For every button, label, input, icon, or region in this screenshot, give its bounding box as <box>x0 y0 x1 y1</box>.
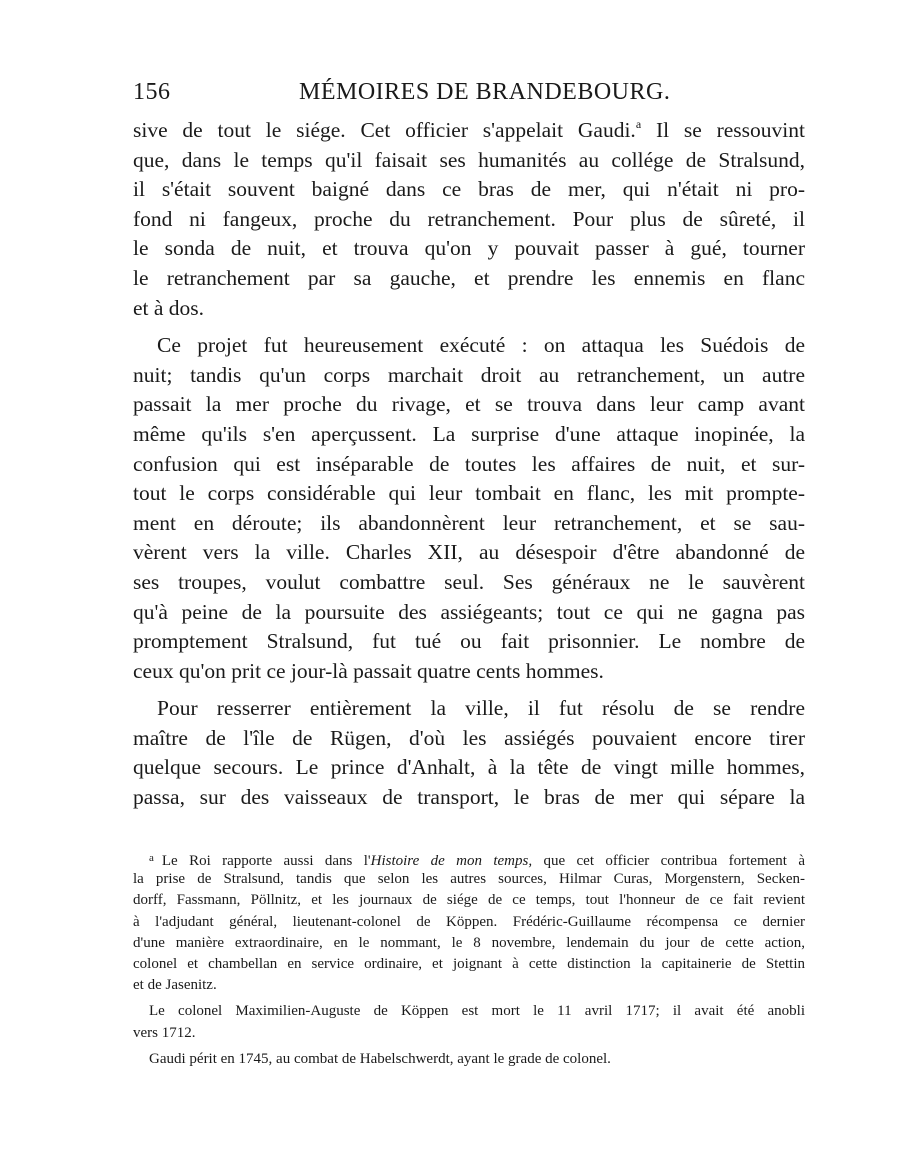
text-line: passa, sur des vaisseaux de transport, le bras de mer qui sépare la <box>133 785 805 810</box>
footnote-line: d'une manière extraordinaire, en le nommant, le 8 novembre, lendemain du jour de cette action, <box>133 934 805 951</box>
footnote-line: $^a$ Le Roi rapporte aussi dans l'Histoire de mon temps, que cet officier contribua fortement à <box>149 852 805 869</box>
page-header <box>133 76 805 108</box>
footnote-reference[interactable]: a <box>635 117 642 131</box>
text-line: tout le corps considérable qui leur tombait en flanc, les mit prompte- <box>133 481 805 506</box>
footnote-line: vers 1712. <box>133 1024 196 1041</box>
text-line: quelque secours. Le prince d'Anhalt, à la tête de vingt mille hommes, <box>133 755 805 780</box>
footnote-line: à l'adjudant général, lieutenant-colonel de Köppen. Frédéric-Guillaume récompensa ce dernier <box>133 913 805 930</box>
text-line: Pour resserrer entièrement la ville, il fut résolu de se rendre <box>157 696 805 721</box>
text-line: et à dos. <box>133 295 205 320</box>
text-line: passait la mer proche du rivage, et se trouva dans leur camp avant <box>133 392 805 417</box>
text-line: il s'était souvent baigné dans ce bras de mer, qui n'était ni pro- <box>133 177 805 202</box>
footnote-line: colonel et chambellan en service ordinaire, et joignant à cette distinction la capitainerie de Stettin <box>133 955 805 972</box>
text-line: qu'à peine de la poursuite des assiégeants; tout ce qui ne gagna pas <box>133 599 805 624</box>
text-line: vèrent vers la ville. Charles XII, au désespoir d'être abandonné de <box>133 540 805 565</box>
text-line: promptement Stralsund, fut tué ou fait prisonnier. Le nombre de <box>133 629 805 654</box>
main-text <box>133 116 805 813</box>
footnote-marker: a <box>149 852 154 864</box>
footnotes <box>133 848 805 1070</box>
text-line: nuit; tandis qu'un corps marchait droit au retranchement, un autre <box>133 362 805 387</box>
running-title: MÉMOIRES DE BRANDEBOURG. <box>299 79 671 105</box>
text-line: fond ni fangeux, proche du retranchement. Pour plus de sûreté, il <box>133 206 805 231</box>
text-line: ment en déroute; ils abandonnèrent leur retranchement, et se sau- <box>133 510 805 535</box>
footnote-line: dorff, Fassmann, Pöllnitz, et les journaux de siége de ce temps, tout l'honneur de ce fait revient <box>133 892 805 909</box>
text-line: même qu'ils s'en aperçussent. La surprise d'une attaque inopinée, la <box>133 421 805 446</box>
text-line: ses troupes, voulut combattre seul. Ses généraux ne le sauvèrent <box>133 569 805 594</box>
text-line: confusion qui est inséparable de toutes les affaires de nuit, et sur- <box>133 451 805 476</box>
footnote-line: Gaudi périt en 1745, au combat de Habelschwerdt, ayant le grade de colonel. <box>149 1050 611 1067</box>
footnote-line: la prise de Stralsund, tandis que selon les autres sources, Hilmar Curas, Morgenstern, Secken- <box>133 871 805 888</box>
text-line: le retranchement par sa gauche, et prendre les ennemis en flanc <box>133 265 805 290</box>
text-line: sive de tout le siége. Cet officier s'appelait Gaudi.$^a$ Il se ressouvint <box>133 117 805 142</box>
book-title: Histoire de mon temps, <box>370 853 533 869</box>
text-line: que, dans le temps qu'il faisait ses humanités au collége de Stralsund, <box>133 147 805 172</box>
footnote-line: et de Jasenitz. <box>133 977 217 994</box>
text-line: ceux qu'on prit ce jour-là passait quatre cents hommes. <box>133 658 604 683</box>
page-number: 156 <box>133 79 171 105</box>
footnote-line: Le colonel Maximilien-Auguste de Köppen est mort le 11 avril 1717; il avait été anobli <box>149 1003 805 1020</box>
text-line: maître de l'île de Rügen, d'où les assiégés pouvaient encore tirer <box>133 725 805 750</box>
text-line: le sonda de nuit, et trouva qu'on y pouvait passer à gué, tourner <box>133 236 805 261</box>
text-line: Ce projet fut heureusement exécuté : on attaqua les Suédois de <box>157 333 805 358</box>
